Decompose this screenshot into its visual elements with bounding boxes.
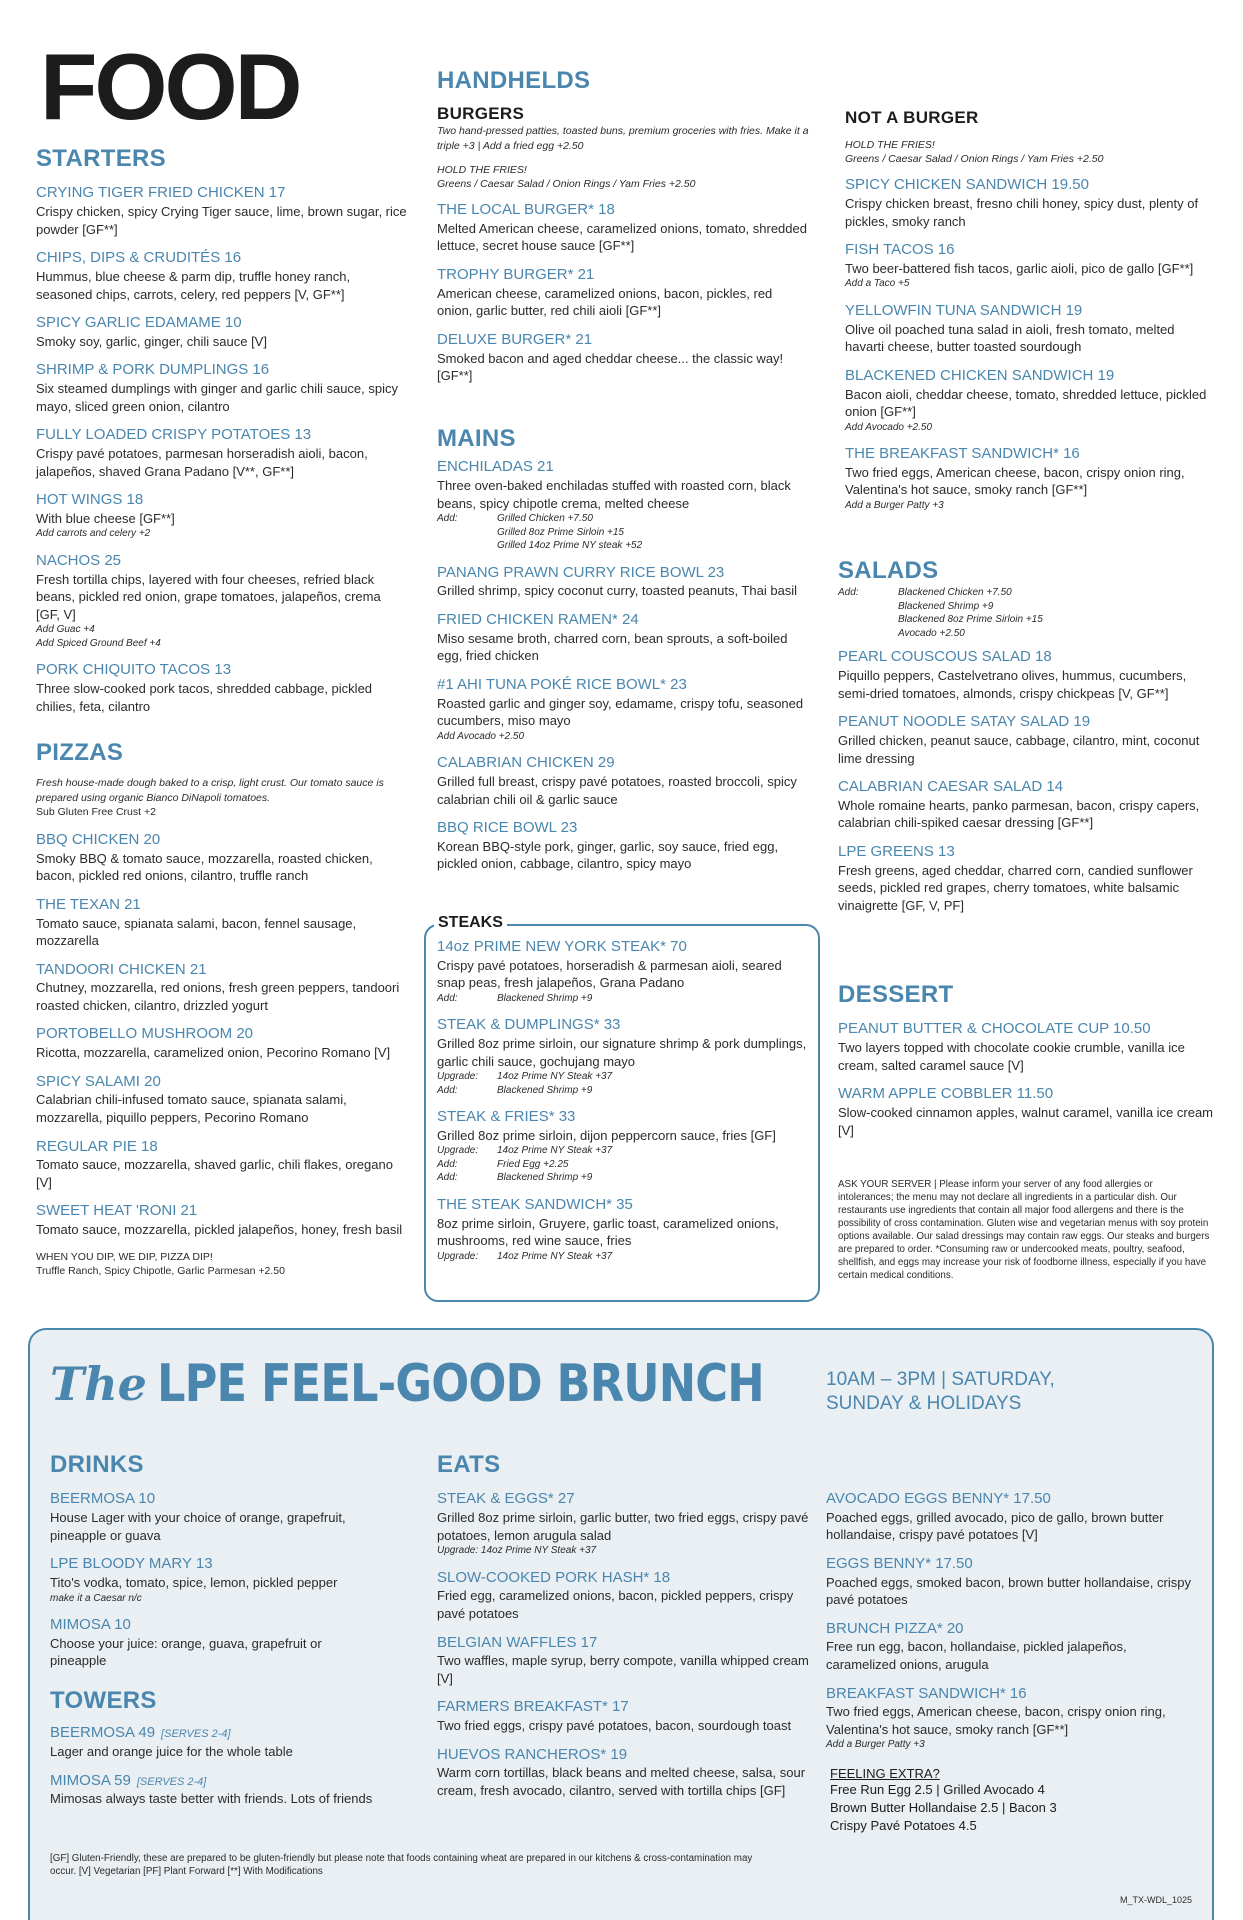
item-name: SPICY CHICKEN SANDWICH 19.50: [845, 176, 1089, 194]
menu-item: [437, 1698, 809, 1734]
add-on-text: Grilled 14oz Prime NY steak +52: [497, 540, 643, 552]
item-name: SWEET HEAT 'RONI 21: [36, 1202, 198, 1220]
menu-item: [845, 445, 1215, 512]
not-burger-list: [845, 176, 1215, 512]
item-description: Tomato sauce, mozzarella, shaved garlic, chili flakes, oregano [V]: [36, 1157, 393, 1190]
item-note: Add a Burger Patty +3: [826, 1739, 925, 1751]
tower-description: Mimosas always taste better with friends. Lots of friends: [50, 1791, 373, 1807]
item-description: With blue cheese [GF**]: [36, 510, 175, 526]
menu-item: [437, 1569, 809, 1623]
add-on-text: Avocado +2.50: [898, 627, 965, 639]
menu-item: [437, 331, 809, 385]
item-name: YELLOWFIN TUNA SANDWICH 19: [845, 301, 1083, 319]
item-name: SLOW-COOKED PORK HASH* 18: [437, 1568, 671, 1586]
salads-adds: [838, 586, 1214, 640]
add-on-label: Upgrade:: [437, 1250, 479, 1262]
item-note: Add a Burger Patty +3: [845, 500, 944, 512]
menu-item: [36, 491, 408, 541]
menu-item: [437, 1016, 809, 1097]
add-on-text: Grilled Chicken +7.50: [497, 513, 593, 525]
menu-item: [437, 754, 809, 808]
item-name: PANANG PRAWN CURRY RICE BOWL 23: [437, 563, 725, 581]
menu-item: [437, 1196, 809, 1263]
item-description: Smoky BBQ & tomato sauce, mozzarella, roasted chicken, bacon, pickled red onions, cilantro, truffle ranch: [36, 850, 373, 884]
brunch-eats-list: [437, 1490, 809, 1799]
add-on-row: [437, 1084, 809, 1098]
item-name: BELGIAN WAFFLES 17: [437, 1633, 598, 1651]
menu-item: [826, 1490, 1198, 1544]
item-description: Whole romaine hearts, panko parmesan, bacon, crispy capers, calabrian chili-spiked caesar dressing [GF**]: [838, 797, 1200, 831]
item-description: Miso sesame broth, charred corn, bean sprouts, a soft-boiled egg, fried chicken: [437, 630, 788, 664]
item-name: SPICY SALAMI 20: [36, 1072, 161, 1090]
starters-section: [36, 146, 408, 726]
feeling-extra-line-3: Crispy Pavé Potatoes 4.5: [830, 1818, 977, 1834]
item-name: CHIPS, DIPS & CRUDITÉS 16: [36, 249, 242, 267]
item-name: CALABRIAN CAESAR SALAD 14: [838, 778, 1064, 796]
starters-list: [36, 184, 408, 715]
item-name: CRYING TIGER FRIED CHICKEN 17: [36, 184, 286, 202]
steaks-list: [437, 938, 809, 1263]
add-on-text: Grilled 8oz Prime Sirloin +15: [497, 526, 624, 538]
brunch-eats2-list: [826, 1490, 1198, 1752]
item-note: Add Guac +4: [36, 624, 95, 636]
brunch-title: [50, 1354, 863, 1414]
item-description: Olive oil poached tuna salad in aioli, fresh tomato, melted havarti cheese, butter toasted sourdough: [845, 321, 1175, 355]
mains-list: [437, 458, 809, 873]
item-note: Add a Taco +5: [845, 278, 910, 290]
feeling-extra-line-1: Free Run Egg 2.5 | Grilled Avocado 4: [830, 1782, 1045, 1797]
item-name: REGULAR PIE 18: [36, 1137, 158, 1155]
add-on-text: Blackened Shrimp +9: [497, 1172, 593, 1184]
item-name: BLACKENED CHICKEN SANDWICH 19: [845, 366, 1115, 384]
mains-title: MAINS: [437, 425, 516, 452]
add-on-label: [437, 539, 497, 553]
item-name: PORTOBELLO MUSHROOM 20: [36, 1025, 254, 1043]
item-name: #1 AHI TUNA POKÉ RICE BOWL* 23: [437, 675, 687, 693]
menu-item: [437, 938, 809, 1005]
item-description: Fried egg, caramelized onions, bacon, pickled peppers, crispy pavé potatoes: [437, 1588, 794, 1622]
server-note: ASK YOUR SERVER | Please inform your server of any food allergies or intolerances; the menu may not declare all ingredients in a particular dish. Our restaurants use ingredients that contain all major food allergens and there is the possibility of cross contamination. Gluten wise and vegetarian menus with soy protein options available. Our salad dressings may contain raw eggs. Our steaks and burgers are prepared to order. *Consuming raw or undercooked meats, poultry, seafood, shellfish, and eggs may increase your risk of foodborne illness, especially if you have certain medical conditions.: [838, 1179, 1210, 1282]
feeling-extra-title: FEELING EXTRA?: [830, 1766, 940, 1781]
add-on-row: [838, 627, 1214, 641]
item-description: Two fried eggs, American cheese, bacon, crispy onion ring, Valentina's hot sauce, smoky ranch [GF**]: [845, 464, 1185, 498]
item-name: TROPHY BURGER* 21: [437, 265, 595, 283]
item-name: AVOCADO EGGS BENNY* 17.50: [826, 1490, 1051, 1507]
menu-item: [36, 661, 408, 715]
item-name: FRIED CHICKEN RAMEN* 24: [437, 611, 639, 629]
add-on-row: [838, 613, 1214, 627]
add-on-label: [838, 627, 898, 641]
item-name: LPE BLOODY MARY 13: [50, 1555, 213, 1573]
salads-list: [838, 648, 1214, 914]
item-description: Smoked bacon and aged cheddar cheese... the classic way! [GF**]: [437, 350, 784, 384]
brunch-towers-title: TOWERS: [50, 1687, 157, 1714]
dessert-title: DESSERT: [838, 981, 954, 1008]
item-description: Tito's vodka, tomato, spice, lemon, pickled pepper: [50, 1574, 338, 1590]
menu-item: [36, 1138, 408, 1192]
add-on-row: [437, 512, 809, 526]
item-name: BBQ RICE BOWL 23: [437, 819, 578, 837]
add-on-label: Add:: [437, 1084, 458, 1096]
handhelds-title: HANDHELDS: [437, 67, 591, 94]
add-on-text: 14oz Prime NY Steak +37: [497, 1145, 613, 1157]
tower-item: [50, 1724, 380, 1760]
add-on-row: [437, 992, 809, 1006]
pizzas-section: [36, 740, 408, 1278]
menu-item: [36, 1073, 408, 1127]
menu-item: [838, 1020, 1214, 1074]
tower-name-row: [50, 1724, 380, 1743]
item-name: BREAKFAST SANDWICH* 16: [826, 1684, 1027, 1702]
pizzas-title: PIZZAS: [36, 739, 124, 766]
brunch-towers-list: [50, 1724, 380, 1808]
add-on-row: [437, 1158, 809, 1172]
brunch-hours: 10AM – 3PM | SATURDAY, SUNDAY & HOLIDAYS: [826, 1369, 1055, 1414]
menu-item: [826, 1555, 1198, 1609]
item-name: MIMOSA 10: [50, 1616, 131, 1634]
brunch-drinks-section: [50, 1452, 380, 1681]
item-name: STEAK & FRIES* 33: [437, 1108, 576, 1126]
item-description: Piquillo peppers, Castelvetrano olives, hummus, cucumbers, semi-dried tomatoes, almonds, crispy chickpeas [V, GF**]: [838, 668, 1187, 701]
pizzas-list: [36, 831, 408, 1239]
item-description: Free run egg, bacon, hollandaise, pickled jalapeños, caramelized onions, arugula: [826, 1639, 1127, 1672]
item-name: SHRIMP & PORK DUMPLINGS 16: [36, 361, 270, 379]
add-on-text: Blackened 8oz Prime Sirloin +15: [898, 614, 1043, 626]
item-name: THE STEAK SANDWICH* 35: [437, 1195, 633, 1213]
handhelds-section: [437, 68, 809, 396]
menu-item: [50, 1490, 380, 1544]
menu-item: [36, 184, 408, 238]
item-name: THE LOCAL BURGER* 18: [437, 201, 615, 219]
menu-item: [838, 713, 1214, 767]
item-description: Hummus, blue cheese & parm dip, truffle honey ranch, seasoned chips, carrots, celery, red peppers [V, GF**]: [36, 268, 351, 302]
add-on-row: [437, 526, 809, 540]
add-on-row: [437, 1144, 809, 1158]
item-name: HOT WINGS 18: [36, 491, 144, 509]
add-on-text: Blackened Shrimp +9: [898, 600, 994, 612]
item-description: Warm corn tortillas, black beans and melted cheese, salsa, sour cream, fresh avocado, cilantro, served with tortilla chips [GF]: [437, 1765, 806, 1799]
feeling-extra: [830, 1766, 1202, 1836]
item-description: Six steamed dumplings with ginger and garlic chili sauce, spicy mayo, sliced green onion, cilantro: [36, 381, 399, 414]
item-description: Crispy chicken breast, fresno chili honey, spicy dust, plenty of pickles, smoky ranch: [845, 196, 1199, 229]
item-description: 8oz prime sirloin, Gruyere, garlic toast, caramelized onions, mushrooms, red wine sauce, fries: [437, 1215, 779, 1249]
burgers-title: BURGERS: [437, 104, 525, 124]
steaks-title: STEAKS: [434, 914, 507, 932]
brunch-footnote: [GF] Gluten-Friendly, these are prepared to be gluten-friendly but please note that foods containing wheat are prepared in our kitchens & cross-contamination may occur. [V] Vegetarian [PF] Plant Forward [**] With Modifications: [50, 1853, 753, 1878]
menu-item: [826, 1620, 1198, 1674]
add-on-row: [838, 586, 1214, 600]
item-description: Tomato sauce, spianata salami, bacon, fennel sausage, mozzarella: [36, 915, 357, 949]
not-burger-hold-title: HOLD THE FRIES!: [845, 139, 935, 151]
add-on-row: [838, 600, 1214, 614]
item-description: Korean BBQ-style pork, ginger, garlic, soy sauce, fried egg, pickled onion, cabbage, cilantro, spicy mayo: [437, 838, 779, 872]
item-name: SPICY GARLIC EDAMAME 10: [36, 314, 242, 332]
not-burger-section: [845, 108, 1215, 524]
menu-item: [437, 266, 809, 320]
menu-item: [36, 896, 408, 950]
steaks-section: [437, 938, 809, 1274]
item-note: Upgrade: 14oz Prime NY Steak +37: [437, 1545, 597, 1557]
item-description: House Lager with your choice of orange, grapefruit, pineapple or guava: [50, 1510, 346, 1543]
menu-item: [838, 648, 1214, 702]
add-on-row: [437, 1250, 809, 1264]
item-name: WARM APPLE COBBLER 11.50: [838, 1085, 1054, 1103]
item-name: NACHOS 25: [36, 551, 122, 569]
burgers-hold-title: HOLD THE FRIES!: [437, 163, 527, 176]
brunch-title-main: LPE FEEL-GOOD BRUNCH: [156, 1354, 764, 1414]
item-description: Poached eggs, smoked bacon, brown butter hollandaise, crispy pavé potatoes: [826, 1574, 1191, 1608]
add-on-label: [838, 613, 898, 627]
item-description: Grilled 8oz prime sirloin, dijon peppercorn sauce, fries [GF]: [437, 1127, 776, 1143]
mains-section: [437, 426, 809, 884]
menu-item: [36, 1202, 408, 1238]
add-on-text: Blackened Shrimp +9: [497, 992, 593, 1004]
item-note: Add Spiced Ground Beef +4: [36, 637, 161, 649]
item-note: make it a Caesar n/c: [50, 1592, 142, 1604]
menu-item: [437, 1490, 809, 1557]
tower-name: BEERMOSA 49: [50, 1724, 156, 1742]
add-on-label: Add:: [437, 513, 458, 525]
brunch-drinks-title: DRINKS: [50, 1451, 144, 1478]
add-on-row: [437, 1070, 809, 1084]
item-description: Melted American cheese, caramelized onions, tomato, shredded lettuce, secret house sauce [GF**]: [437, 220, 807, 254]
tower-name-row: [50, 1772, 380, 1791]
item-name: LPE GREENS 13: [838, 842, 955, 860]
menu-item: [36, 552, 408, 650]
menu-item: [437, 676, 809, 743]
brunch-eats-title: EATS: [437, 1451, 501, 1478]
add-on-label: [838, 600, 898, 614]
item-name: THE BREAKFAST SANDWICH* 16: [845, 445, 1080, 463]
item-description: Grilled shrimp, spicy coconut curry, toasted peanuts, Thai basil: [437, 583, 798, 599]
item-name: CALABRIAN CHICKEN 29: [437, 754, 615, 772]
item-name: FISH TACOS 16: [845, 241, 955, 259]
menu-item: [36, 314, 408, 350]
menu-item: [826, 1685, 1198, 1752]
menu-item: [36, 831, 408, 885]
add-on-text: Blackened Shrimp +9: [497, 1084, 593, 1096]
item-description: Fresh tortilla chips, layered with four cheeses, refried black beans, pickled red onion, grape tomatoes, jalapeños, crema [GF, V]: [36, 571, 381, 622]
brunch-towers-section: [50, 1688, 380, 1819]
add-on-label: Add:: [437, 1172, 458, 1184]
item-description: Grilled 8oz prime sirloin, garlic butter, two fried eggs, crispy pavé potatoes, lemon arugula salad: [437, 1510, 809, 1543]
burgers-list: [437, 201, 809, 385]
item-description: Grilled chicken, peanut sauce, cabbage, cilantro, mint, coconut lime dressing: [838, 732, 1200, 766]
menu-code: M_TX-WDL_1025: [1120, 1895, 1193, 1905]
feeling-extra-line-2: Brown Butter Hollandaise 2.5 | Bacon 3: [830, 1800, 1057, 1816]
brunch-eats2-section: [826, 1490, 1198, 1763]
tower-description: Lager and orange juice for the whole table: [50, 1744, 293, 1760]
menu-item: [36, 961, 408, 1015]
menu-item: [437, 564, 809, 600]
menu-item: [845, 367, 1215, 434]
tower-serves: [SERVES 2-4]: [136, 1775, 207, 1788]
item-name: BRUNCH PIZZA* 20: [826, 1619, 964, 1637]
menu-item: [838, 778, 1214, 832]
menu-item: [50, 1555, 380, 1605]
item-name: 14oz PRIME NEW YORK STEAK* 70: [437, 938, 687, 955]
item-description: Two layers topped with chocolate cookie crumble, vanilla ice cream, salted caramel sauce [V]: [838, 1040, 1185, 1073]
item-description: Roasted garlic and ginger soy, edamame, crispy tofu, seasoned cucumbers, miso mayo: [437, 695, 804, 729]
menu-item: [36, 361, 408, 415]
item-name: DELUXE BURGER* 21: [437, 330, 593, 348]
menu-item: [845, 302, 1215, 356]
add-on-text: 14oz Prime NY Steak +37: [497, 1250, 613, 1262]
item-name: PEARL COUSCOUS SALAD 18: [838, 648, 1052, 666]
item-note: Add carrots and celery +2: [36, 528, 151, 540]
menu-item: [437, 611, 809, 665]
pizzas-gf-note: Sub Gluten Free Crust +2: [36, 805, 156, 818]
burgers-hold-desc: Greens / Caesar Salad / Onion Rings / Yam Fries +2.50: [437, 177, 696, 190]
item-description: Two fried eggs, crispy pavé potatoes, bacon, sourdough toast: [437, 1718, 792, 1734]
item-name: PEANUT NOODLE SATAY SALAD 19: [838, 713, 1091, 731]
brunch-drinks-list: [50, 1490, 380, 1669]
item-name: STEAK & EGGS* 27: [437, 1490, 575, 1508]
item-name: BEERMOSA 10: [50, 1490, 156, 1508]
add-on-label: Add:: [838, 587, 859, 599]
menu-item: [437, 201, 809, 255]
add-on-label: Add:: [437, 992, 458, 1004]
add-on-label: Upgrade:: [437, 1145, 479, 1157]
item-name: FARMERS BREAKFAST* 17: [437, 1698, 629, 1716]
item-name: STEAK & DUMPLINGS* 33: [437, 1016, 621, 1034]
item-description: Smoky soy, garlic, ginger, chili sauce [V]: [36, 333, 267, 349]
item-description: Two waffles, maple syrup, berry compote, vanilla whipped cream [V]: [437, 1653, 809, 1686]
pizza-dip-desc: Truffle Ranch, Spicy Chipotle, Garlic Parmesan +2.50: [36, 1264, 285, 1277]
item-note: Add Avocado +2.50: [437, 730, 525, 742]
menu-item: [437, 458, 809, 552]
add-on-row: [437, 539, 809, 553]
item-description: Slow-cooked cinnamon apples, walnut caramel, vanilla ice cream [V]: [838, 1104, 1214, 1138]
item-name: EGGS BENNY* 17.50: [826, 1554, 973, 1572]
item-description: Two beer-battered fish tacos, garlic aioli, pico de gallo [GF**]: [845, 260, 1194, 276]
item-name: FULLY LOADED CRISPY POTATOES 13: [36, 426, 312, 444]
item-description: Bacon aioli, cheddar cheese, tomato, shredded lettuce, pickled onion [GF**]: [845, 386, 1207, 420]
salads-title: SALADS: [838, 557, 939, 584]
burgers-intro: Two hand-pressed patties, toasted buns, premium groceries with fries. Make it a triple +3 | Add a fried egg +2.50: [437, 125, 809, 152]
menu-item: [437, 1634, 809, 1688]
item-description: Ricotta, mozzarella, caramelized onion, Pecorino Romano [V]: [36, 1045, 391, 1061]
item-name: PEANUT BUTTER & CHOCOLATE CUP 10.50: [838, 1020, 1151, 1038]
add-on-text: Blackened Chicken +7.50: [898, 587, 1012, 599]
item-description: Grilled 8oz prime sirloin, our signature shrimp & pork dumplings, garlic chili sauce, gochujang mayo: [437, 1036, 807, 1069]
menu-item: [36, 1025, 408, 1061]
salads-section: [838, 558, 1214, 925]
item-description: American cheese, caramelized onions, bacon, pickles, red onion, garlic butter, red chili aioli [GF**]: [437, 285, 773, 319]
menu-item: [36, 426, 408, 480]
add-on-text: 14oz Prime NY Steak +37: [497, 1071, 613, 1083]
item-name: BBQ CHICKEN 20: [36, 830, 161, 848]
item-name: ENCHILADAS 21: [437, 458, 554, 476]
tower-name: MIMOSA 59: [50, 1771, 131, 1789]
brunch-title-the: The: [50, 1357, 147, 1411]
item-description: Three slow-cooked pork tacos, shredded cabbage, pickled chilies, feta, cilantro: [36, 681, 373, 714]
add-on-label: [437, 526, 497, 540]
menu-item: [838, 843, 1214, 914]
dessert-list: [838, 1020, 1214, 1139]
not-burger-hold-desc: Greens / Caesar Salad / Onion Rings / Yam Fries +2.50: [845, 153, 1104, 166]
item-name: TANDOORI CHICKEN 21: [36, 960, 207, 978]
dessert-section: [838, 982, 1214, 1150]
add-on-row: [437, 1171, 809, 1185]
item-description: Grilled full breast, crispy pavé potatoes, roasted broccoli, spicy calabrian chili oil & garlic sauce: [437, 773, 797, 807]
add-on-label: Add:: [437, 1158, 458, 1170]
item-description: Three oven-baked enchiladas stuffed with roasted corn, black beans, spicy chipotle crema, melted cheese: [437, 478, 791, 511]
item-description: Calabrian chili-infused tomato sauce, spianata salami, mozzarella, piquillo peppers, Pecorino Romano: [36, 1092, 347, 1126]
tower-item: [50, 1772, 380, 1808]
item-description: Crispy chicken, spicy Crying Tiger sauce, lime, brown sugar, rice powder [GF**]: [36, 204, 407, 237]
item-description: Fresh greens, aged cheddar, charred corn, candied sunflower seeds, pickled red grapes, cherry tomatoes, white balsamic vinaigrette [GF, V, PF]: [838, 862, 1193, 913]
menu-item: [437, 1108, 809, 1185]
item-description: Crispy pavé potatoes, horseradish & parmesan aioli, seared snap peas, fresh jalapeños, Grana Padano: [437, 957, 782, 991]
item-description: Tomato sauce, mozzarella, pickled jalapeños, honey, fresh basil: [36, 1222, 403, 1238]
menu-item: [50, 1616, 380, 1670]
item-description: Choose your juice: orange, guava, grapefruit or pineapple: [50, 1635, 322, 1669]
menu-item: [437, 1746, 809, 1800]
menu-item: [36, 249, 408, 303]
menu-item: [845, 176, 1215, 230]
pizzas-intro: Fresh house-made dough baked to a crisp, light crust. Our tomato sauce is prepared using organic Bianco DiNapoli tomatoes.: [36, 777, 384, 804]
menu-item: [838, 1085, 1214, 1139]
starters-title: STARTERS: [36, 145, 166, 172]
item-description: Two fried eggs, American cheese, bacon, crispy onion ring, Valentina's hot sauce, smoky ranch [GF**]: [826, 1704, 1166, 1737]
item-note: Add Avocado +2.50: [845, 421, 933, 433]
menu-item: [845, 241, 1215, 291]
food-title: FOOD: [40, 34, 300, 139]
pizza-dip-title: WHEN YOU DIP, WE DIP, PIZZA DIP!: [36, 1250, 213, 1263]
item-name: THE TEXAN 21: [36, 895, 141, 913]
brunch-eats-section: [437, 1452, 809, 1811]
add-on-label: Upgrade:: [437, 1071, 479, 1083]
item-description: Poached eggs, grilled avocado, pico de gallo, brown butter hollandaise, crispy pavé potatoes [V]: [826, 1509, 1164, 1543]
add-on-text: Fried Egg +2.25: [497, 1158, 569, 1170]
item-name: PORK CHIQUITO TACOS 13: [36, 661, 232, 679]
tower-serves: [SERVES 2-4]: [161, 1728, 231, 1741]
item-description: Chutney, mozzarella, red onions, fresh green peppers, tandoori roasted chicken, cilantro, drizzled yogurt: [36, 980, 400, 1013]
item-description: Crispy pavé potatoes, parmesan horseradish aioli, bacon, jalapeños, shaved Grana Padano [V**, GF**]: [36, 445, 368, 479]
not-burger-title: NOT A BURGER: [845, 108, 979, 127]
item-name: HUEVOS RANCHEROS* 19: [437, 1745, 628, 1763]
menu-item: [437, 819, 809, 873]
